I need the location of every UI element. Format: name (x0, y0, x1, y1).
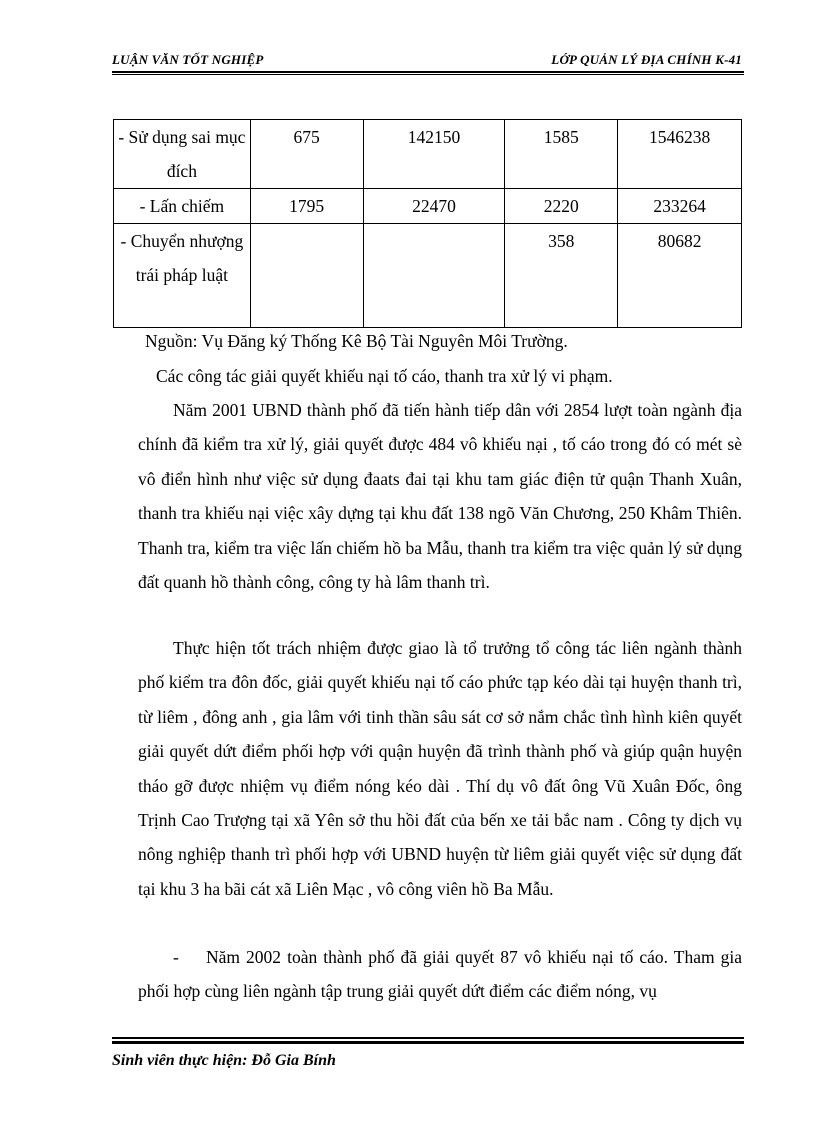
table-cell (250, 224, 363, 328)
table-row (114, 120, 742, 189)
table-cell: 142150 (363, 120, 505, 189)
paragraph-2001: Năm 2001 UBND thành phố đã tiến hành tiếp dân với 2854 lượt toàn ngành địa chính đã kiểm tra xử lý, giải quyết được 484 vô khiếu nại , tố cáo trong đó có mét sè vô điển hình như việc sử dụng đaats đai tại khu tam giác điện tử quận Thanh Xuân, thanh tra khiếu nại việc xây dựng tại khu đất 138 ngõ Văn Chương, 250 Khâm Thiên. Thanh tra, kiểm tra việc lấn chiếm hồ ba Mẫu, thanh tra kiểm tra việc quản lý sử dụng đất quanh hồ thành công, công ty hà lâm thanh trì. (138, 400, 742, 593)
table-cell: 1585 (505, 120, 618, 189)
table-cell: 675 (250, 120, 363, 189)
table-cell: 80682 (618, 224, 742, 328)
table-cell: 1546238 (618, 120, 742, 189)
footer-rule-thick (112, 1041, 744, 1044)
table-cell: 2220 (505, 189, 618, 224)
statistics-table (113, 119, 742, 328)
header-class-name: LỚP QUẢN LÝ ĐỊA CHÍNH K-41 (551, 52, 742, 67)
table-cell: 233264 (618, 189, 742, 224)
footer-rule (112, 1037, 744, 1039)
header-rule-thin (112, 74, 744, 75)
table-row (114, 224, 742, 328)
row-label: - Sử dụng sai mục đích (114, 120, 251, 189)
table-cell (363, 224, 505, 328)
table-source-note: Nguồn: Vụ Đăng ký Thống Kê Bộ Tài Nguyên Môi Trường. (145, 331, 568, 351)
paragraph-2002-text: Năm 2002 toàn thành phố đã giải quyết 87 vô khiếu nại tố cáo. Tham gia phối hợp cùng liên ngành tập trung giải quyết dứt điểm các điểm nóng, vụ (138, 947, 742, 1002)
section-heading: Các công tác giải quyết khiếu nại tố cáo, thanh tra xử lý vi phạm. (156, 366, 613, 386)
table-cell: 358 (505, 224, 618, 328)
header-rule (112, 71, 744, 73)
row-label: - Lấn chiếm (114, 189, 251, 224)
list-bullet: - (173, 947, 179, 967)
table-cell: 22470 (363, 189, 505, 224)
footer-author: Sinh viên thực hiện: Đỗ Gia Bính (112, 1052, 336, 1069)
header-thesis-title: LUẬN VĂN TỐT NGHIỆP (112, 52, 264, 67)
paragraph-2002 (138, 940, 742, 1009)
table-row (114, 189, 742, 224)
row-label: - Chuyển nhượng trái pháp luật (114, 224, 251, 328)
table-cell: 1795 (250, 189, 363, 224)
paragraph-task-force: Thực hiện tốt trách nhiệm được giao là tổ trưởng tổ công tác liên ngành thành phố kiểm tra đôn đốc, giải quyết khiếu nại tố cáo phức tạp kéo dài tại huyện thanh trì, từ liêm , đông anh , gia lâm với tinh thần sâu sát cơ sở nắm chắc tình hình kiên quyết giải quyết dứt điểm phối hợp với quận huyện đã trình thành phố và giúp quận huyện tháo gỡ được nhiệm vụ điểm nóng kéo dài . Thí dụ vô đất ông Vũ Xuân Đốc, ông Trịnh Cao Trượng tại xã Yên sở thu hồi đất của bến xe tải bắc nam . Công ty dịch vụ nông nghiệp thanh trì phối hợp với UBND huyện từ liêm giải quyết việc sử dụng đất tại khu 3 ha bãi cát xã Liên Mạc , vô công viên hồ Ba Mẫu. (138, 638, 742, 899)
